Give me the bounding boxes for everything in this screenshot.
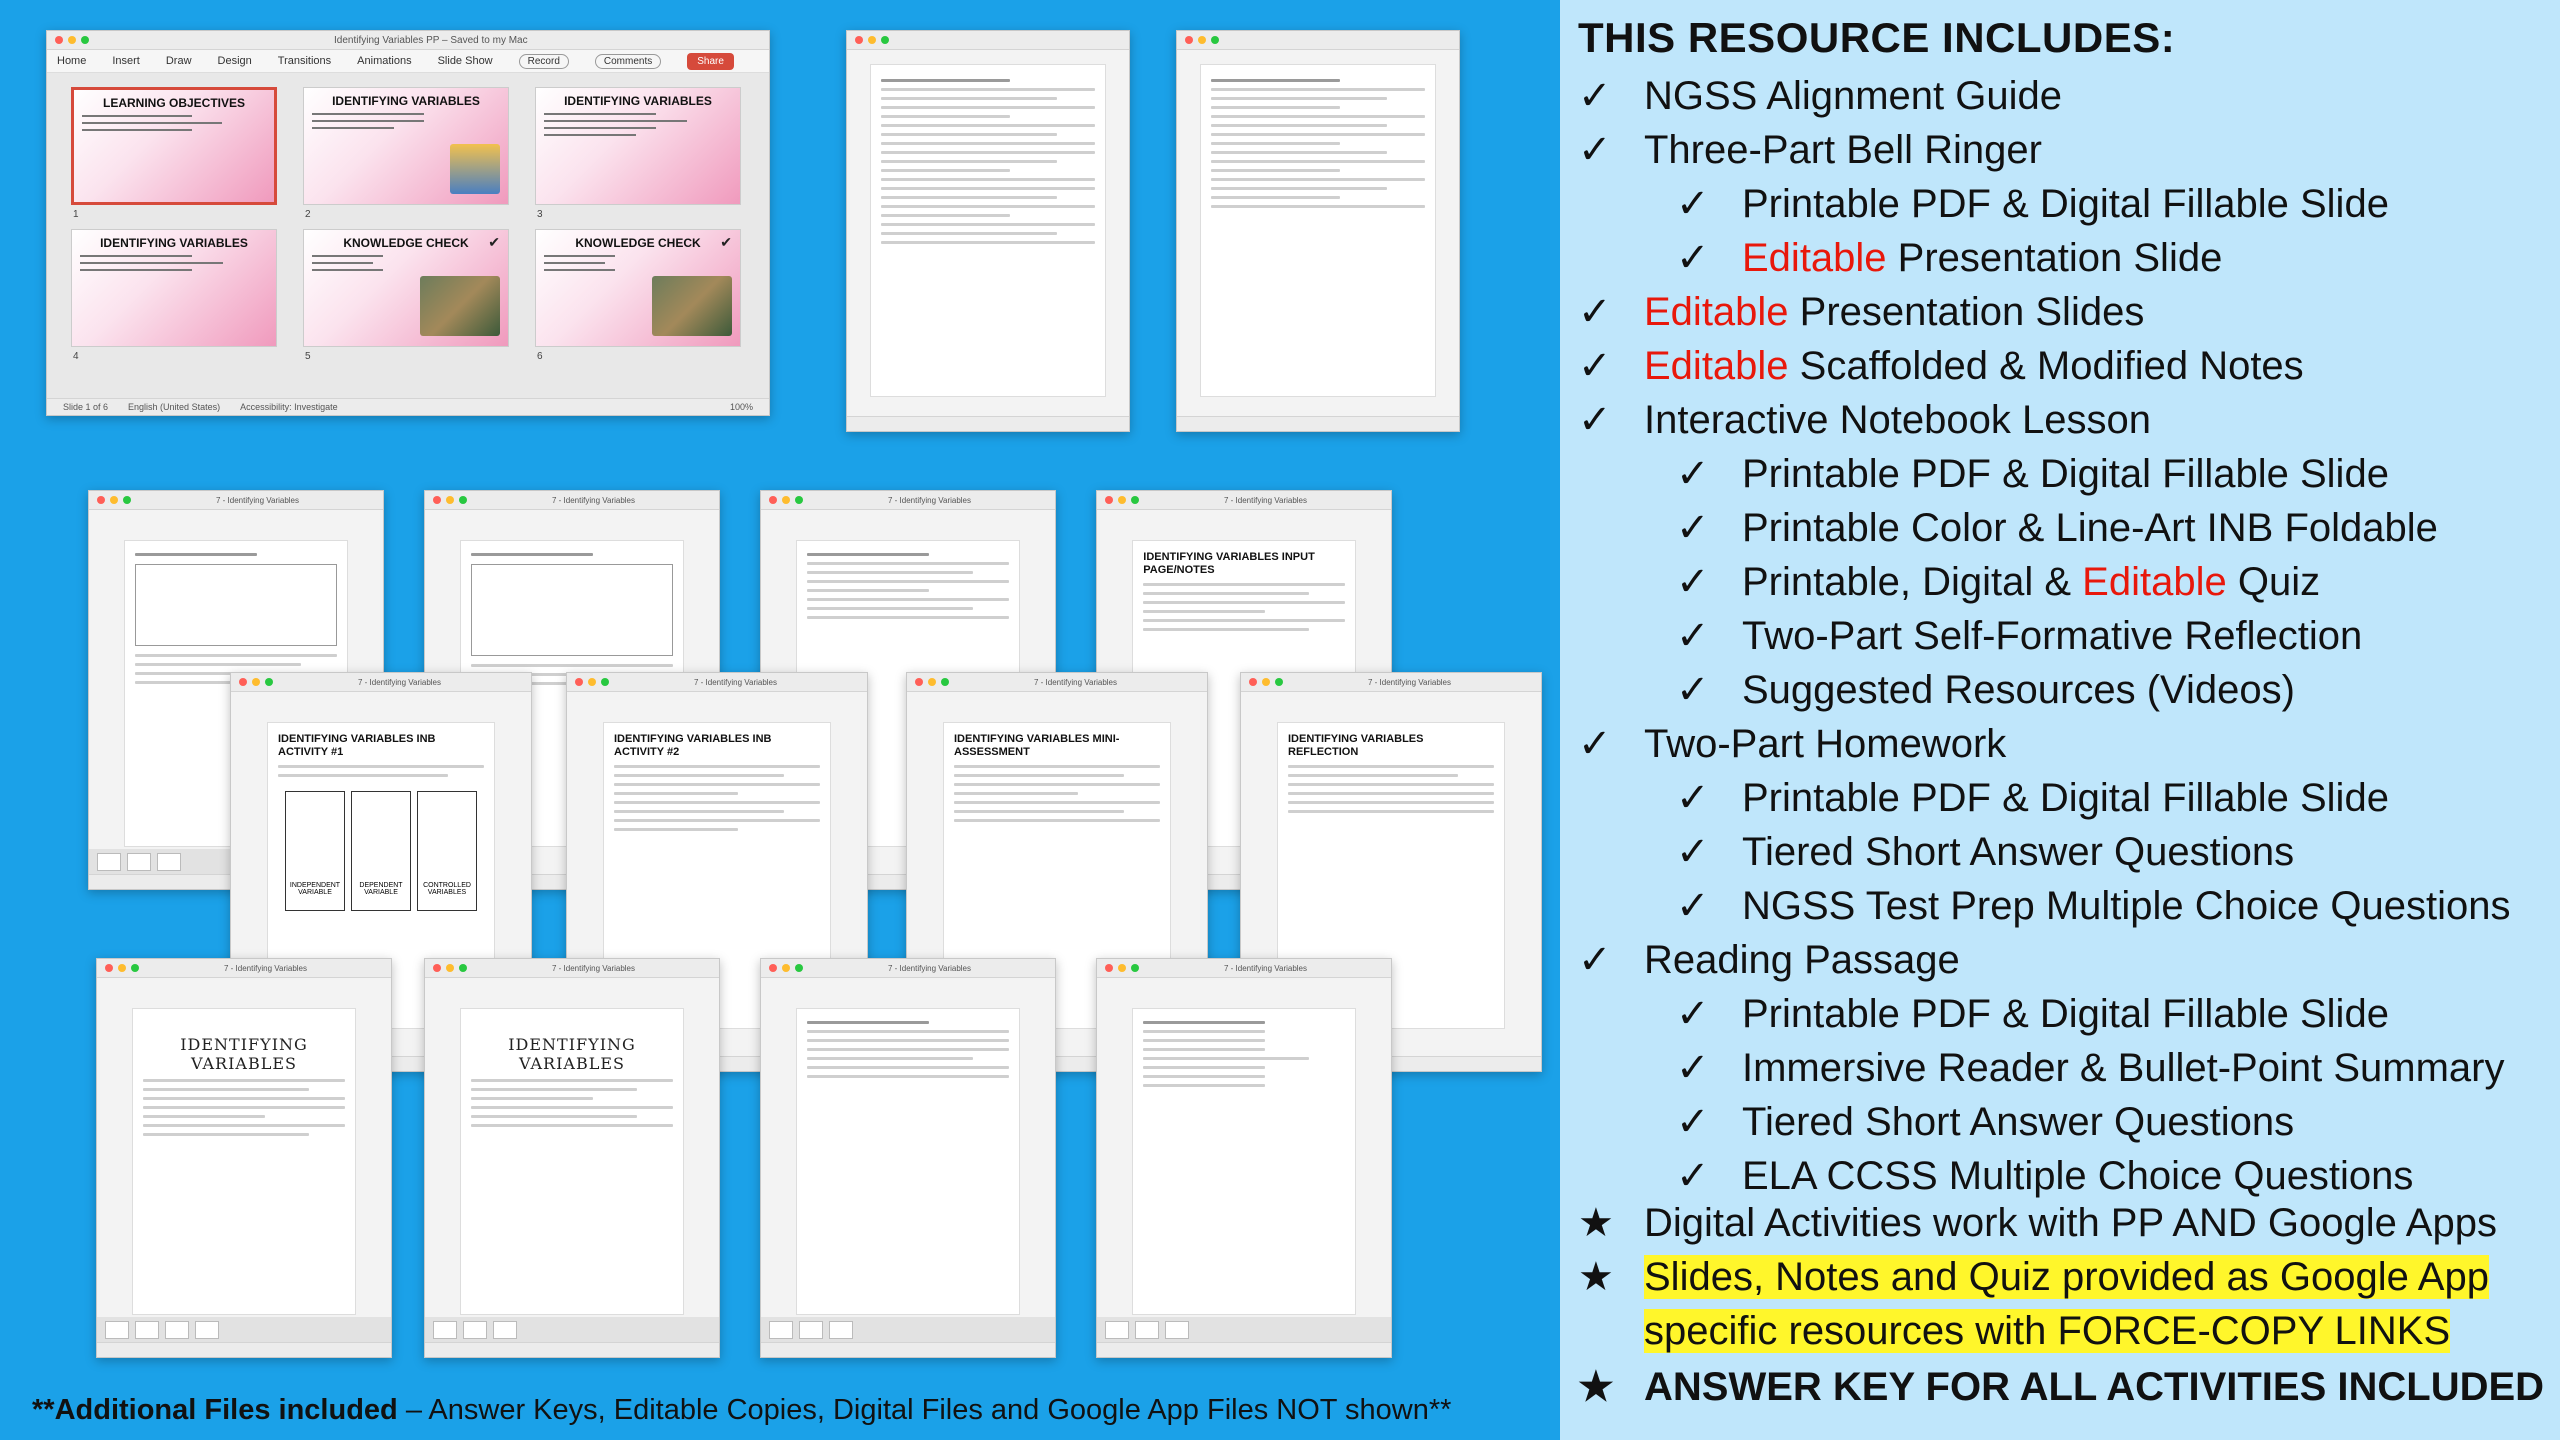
tab-design[interactable]: Design [217,55,252,67]
slide-number: 6 [537,351,543,362]
check-icon: ✓ [1676,776,1710,820]
resource-list-panel [1560,0,2560,1440]
slide-number: 1 [73,209,79,220]
slide-title: IDENTIFYING VARIABLES [100,236,248,250]
resource-item: ✓ Suggested Resources (Videos) [1676,664,2295,716]
foldable-flap: DEPENDENT VARIABLE [351,791,411,911]
tab-animations[interactable]: Animations [357,55,412,67]
check-icon: ✓ [1578,128,1612,172]
resource-item: ✓ Editable Presentation Slide [1676,232,2222,284]
footer-bold: **Additional Files included [32,1394,398,1426]
ribbon-tabs [47,50,769,73]
editable-highlight: Editable [2082,560,2227,604]
slide-photo [652,276,732,336]
foldable-flap: CONTROLLED VARIABLES [417,791,477,911]
resource-item: ✓ Printable PDF & Digital Fillable Slide [1676,988,2389,1040]
check-icon: ✓ [1578,344,1612,388]
slide-thumb-6[interactable] [535,229,741,347]
doc-heading: IDENTIFYING VARIABLES INB ACTIVITY #2 [614,733,772,759]
check-icon: ✓ [1578,722,1612,766]
window-titlebar [47,31,769,50]
editable-highlight: Editable [1644,290,1789,334]
slide-thumb-4[interactable] [71,229,277,347]
check-icon: ✔ [488,234,500,250]
accessibility-indicator[interactable]: Accessibility: Investigate [240,402,338,412]
window-title: 7 - Identifying Variables [224,963,308,973]
doc-heading: IDENTIFYING VARIABLES INB ACTIVITY #1 [278,733,436,759]
status-bar [47,398,769,415]
window-title: 7 - Identifying Variables [694,677,778,687]
slide-title: IDENTIFYING VARIABLES [564,94,712,108]
check-icon: ✓ [1676,182,1710,226]
check-icon: ✓ [1578,938,1612,982]
resource-item: ✓ Three-Part Bell Ringer [1578,124,2042,176]
star-item: ★ Digital Activities work with PP AND Google Apps [1578,1197,2497,1249]
resource-item: ✓ Editable Scaffolded & Modified Notes [1578,340,2304,392]
zoom-level[interactable]: 100% [729,402,753,412]
window-title: 7 - Identifying Variables [1034,677,1118,687]
resource-item: ✓ ELA CCSS Multiple Choice Questions [1676,1150,2413,1202]
tab-slide-show[interactable]: Slide Show [437,55,493,67]
check-icon: ✓ [1578,398,1612,442]
editable-highlight: Editable [1742,236,1887,280]
check-icon: ✓ [1676,236,1710,280]
slide-title: KNOWLEDGE CHECK [343,236,469,250]
tab-draw[interactable]: Draw [165,55,192,67]
resource-item: ✓ Printable PDF & Digital Fillable Slide [1676,448,2389,500]
slide-number: 4 [73,351,79,362]
star-icon: ★ [1578,1365,1614,1409]
resource-item: ✓ Immersive Reader & Bullet-Point Summary [1676,1042,2504,1094]
window-title: 7 - Identifying Variables [552,495,636,505]
resource-item: ✓ Tiered Short Answer Questions [1676,826,2294,878]
slide-number: 2 [305,209,311,220]
resource-item: ✓ Editable Presentation Slides [1578,286,2144,338]
window-title: 7 - Identifying Variables [1224,963,1308,973]
resource-item: ✓ Printable PDF & Digital Fillable Slide [1676,772,2389,824]
check-icon: ✓ [1676,452,1710,496]
doc-window-multiple-choice [1096,958,1392,1358]
resource-title: THIS RESOURCE INCLUDES: [1578,14,2176,61]
doc-heading: IDENTIFYING VARIABLES REFLECTION [1288,733,1424,759]
doc-heading: IDENTIFYING VARIABLES INPUT PAGE/NOTES [1143,551,1315,577]
slide-number: 3 [537,209,543,220]
check-icon: ✓ [1676,1100,1710,1144]
resource-item: ✓ Printable, Digital & Editable Quiz [1676,556,2320,608]
resource-item: ✓ NGSS Test Prep Multiple Choice Questions [1676,880,2511,932]
window-title: 7 - Identifying Variables [888,963,972,973]
check-icon: ✔ [720,234,732,250]
foldable-flap: INDEPENDENT VARIABLE [285,791,345,911]
resource-item: ✓ Two-Part Self-Formative Reflection [1676,610,2362,662]
star-item: ★ ANSWER KEY FOR ALL ACTIVITIES INCLUDED [1578,1361,2544,1413]
comments-button[interactable]: Comments [595,54,661,69]
resource-item: ✓ Two-Part Homework [1578,718,2006,770]
check-icon: ✓ [1676,506,1710,550]
star-icon: ★ [1578,1201,1614,1245]
slide-title: LEARNING OBJECTIVES [102,96,246,110]
check-icon: ✓ [1676,560,1710,604]
slide-title: IDENTIFYING VARIABLES [332,94,480,108]
record-button[interactable]: Record [519,54,569,69]
resource-item: ✓ Tiered Short Answer Questions [1676,1096,2294,1148]
check-icon: ✓ [1676,1154,1710,1198]
doc-window-summary [424,958,720,1358]
star-item: ★ Slides, Notes and Quiz provided as Google App [1578,1251,2489,1303]
editable-highlight: Editable [1644,344,1789,388]
slide-number: 5 [305,351,311,362]
slide-thumb-1[interactable] [71,87,277,205]
zoom-icon[interactable] [81,36,89,44]
slide-count: Slide 1 of 6 [63,402,109,412]
slide-sorter [47,73,769,399]
slide-title: KNOWLEDGE CHECK [575,236,701,250]
slide-thumb-2[interactable] [303,87,509,205]
window-title: Identifying Variables PP – Saved to my Mac [334,34,528,46]
window-title: 7 - Identifying Variables [888,495,972,505]
check-icon: ✓ [1578,290,1612,334]
check-icon: ✓ [1676,992,1710,1036]
resource-item: ✓ Reading Passage [1578,934,1960,986]
footer-text: – Answer Keys, Editable Copies, Digital Files and Google App Files NOT shown** [397,1394,1452,1426]
window-title: 7 - Identifying Variables [358,677,442,687]
tab-home[interactable]: Home [57,55,87,67]
doc-heading: IDENTIFYING VARIABLES MINI-ASSESSMENT [954,733,1120,759]
window-title: 7 - Identifying Variables [552,963,636,973]
window-title: 7 - Identifying Variables [1368,677,1452,687]
check-icon: ✓ [1676,614,1710,658]
additional-files-note [32,1394,1451,1427]
check-icon: ✓ [1676,668,1710,712]
star-icon: ★ [1578,1255,1614,1299]
slide-thumb-3[interactable] [535,87,741,205]
resource-item: ✓ Printable Color & Line-Art INB Foldable [1676,502,2438,554]
language-indicator[interactable]: English (United States) [128,402,221,412]
resource-item: ✓ Printable PDF & Digital Fillable Slide [1676,178,2389,230]
doc-window-reading [96,958,392,1358]
check-icon: ✓ [1676,884,1710,928]
inb-foldable [268,791,494,911]
powerpoint-window [46,30,770,416]
resource-item: ✓ NGSS Alignment Guide [1578,70,2062,122]
check-icon: ✓ [1676,830,1710,874]
window-title: 7 - Identifying Variables [1224,495,1308,505]
slide-photo [420,276,500,336]
tab-insert[interactable]: Insert [112,55,140,67]
doc-title: IDENTIFYING VARIABLES [180,1035,308,1073]
window-title: 7 - Identifying Variables [216,495,300,505]
word-window-modified [1176,30,1460,432]
check-icon: ✓ [1676,1046,1710,1090]
star-item-continued: specific resources with FORCE-COPY LINKS [1644,1309,2451,1353]
doc-title: IDENTIFYING VARIABLES [508,1035,636,1073]
minimize-icon[interactable] [68,36,76,44]
resource-item: ✓ Interactive Notebook Lesson [1578,394,2151,446]
slide-thumb-5[interactable] [303,229,509,347]
check-icon: ✓ [1578,74,1612,118]
tab-transitions[interactable]: Transitions [277,55,332,67]
word-window-notes [846,30,1130,432]
doc-window-short-answer [760,958,1056,1358]
share-button[interactable]: Share [687,53,734,70]
close-icon[interactable] [55,36,63,44]
